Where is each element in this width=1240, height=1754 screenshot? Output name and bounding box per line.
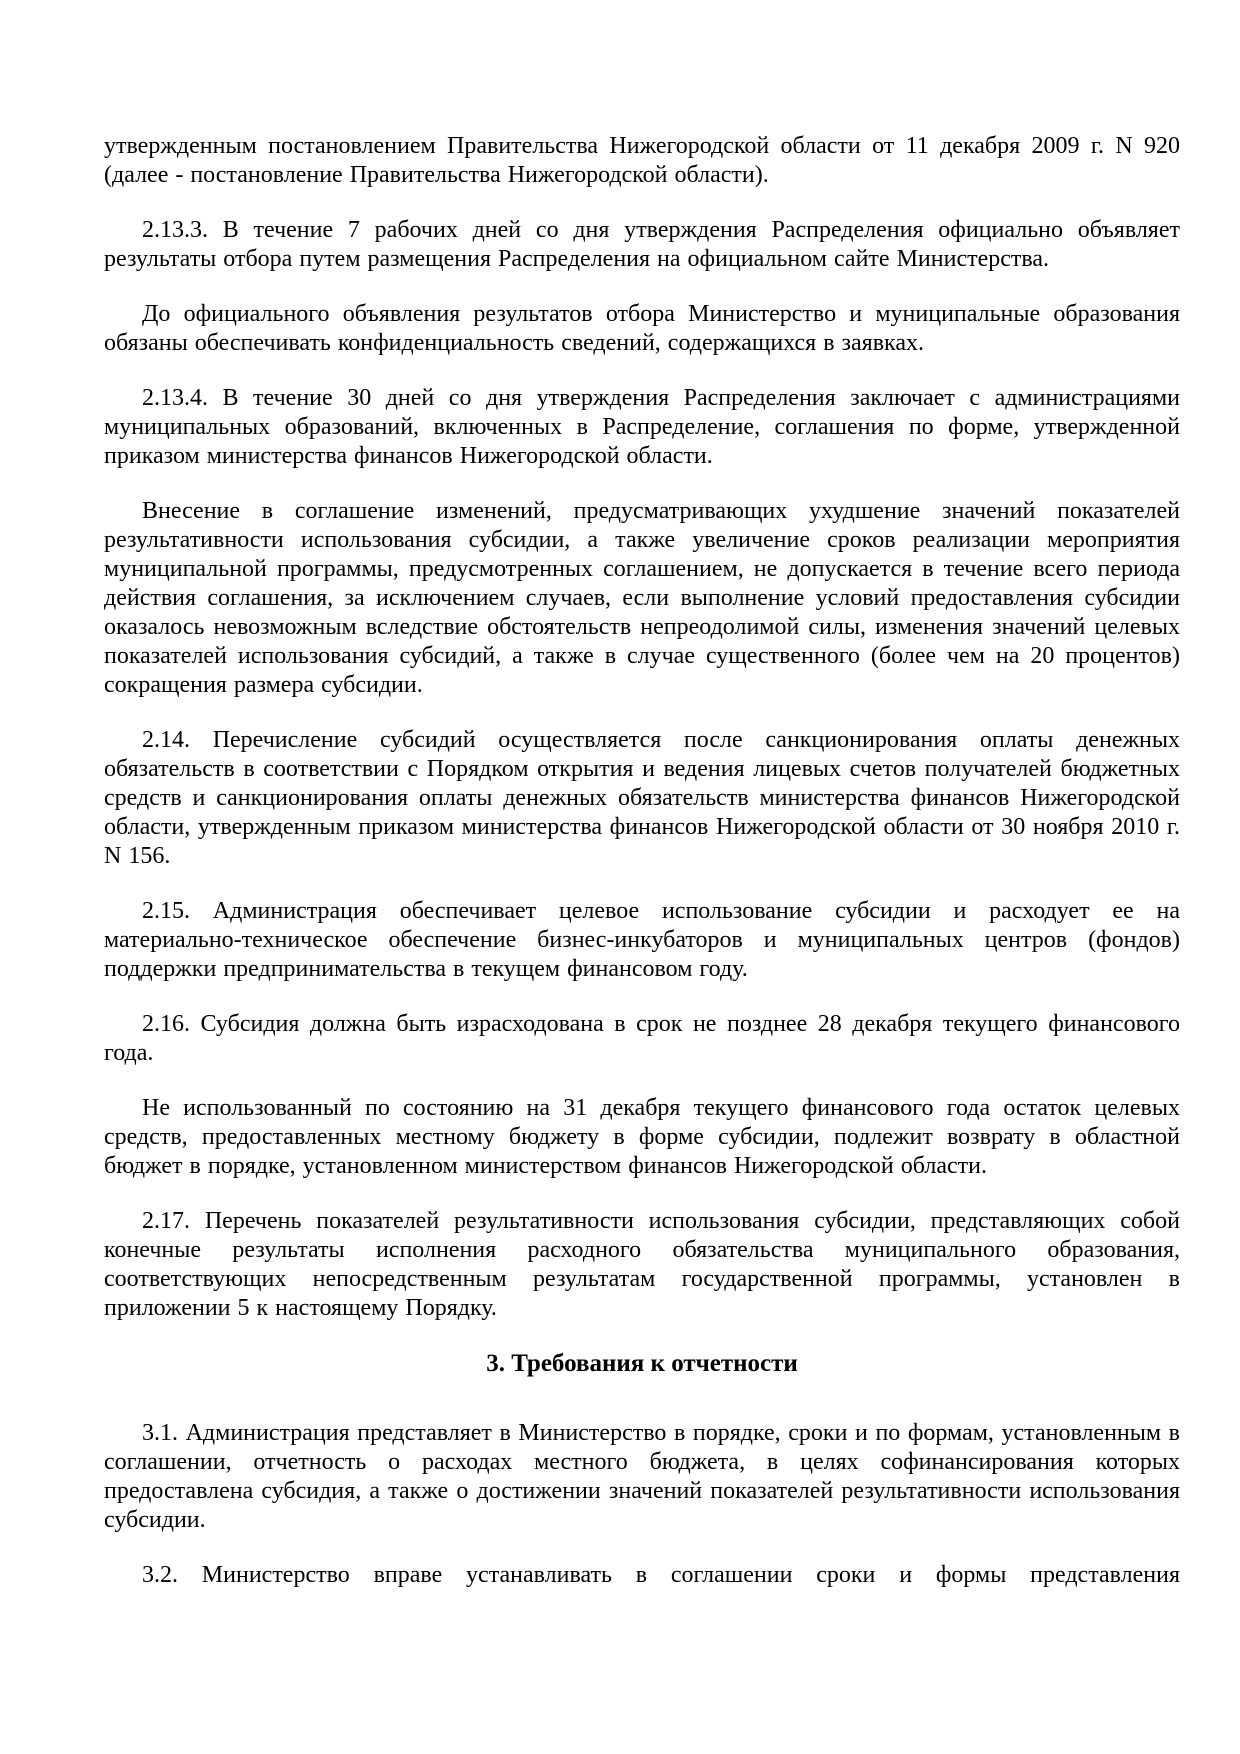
paragraph-confidentiality: До официального объявления результатов отбора Министерство и муниципальные образования обязаны обеспечивать конфиденциальность сведений, содержащихся в заявках. <box>104 301 1180 356</box>
paragraph-3-2: 3.2. Министерство вправе устанавливать в соглашении сроки и формы представления <box>142 1562 1180 1588</box>
paragraph-2-17: 2.17. Перечень показателей результативности использования субсидии, представляющих собой конечные результаты исполнения расходного обязательства муниципального образования, соответствующих непосредственным результатам государственной программы, установлен в приложении 5 к настоящему Порядку. <box>104 1208 1180 1321</box>
paragraph-agreement-changes: Внесение в соглашение изменений, предусматривающих ухудшение значений показателей результативности использования субсидии, а также увеличение сроков реализации мероприятия муниципальной программы, предусмотренных соглашением, не допускается в течение всего периода действия соглашения, за исключением случаев, если выполнение условий предоставления субсидии оказалось невозможным вследствие обстоятельств непреодолимой силы, изменения значений целевых показателей использования субсидий, а также в случае существенного (более чем на 20 процентов) сокращения размера субсидии. <box>104 498 1180 698</box>
paragraph-3-1: 3.1. Администрация представляет в Министерство в порядке, сроки и по формам, установленным в соглашении, отчетность о расходах местного бюджета, в целях софинансирования которых предоставлена субсидия, а также о достижении значений показателей результативности использования субсидии. <box>104 1420 1180 1533</box>
document-body <box>104 132 1180 1590</box>
paragraph-2-13-3: 2.13.3. В течение 7 рабочих дней со дня утверждения Распределения официально объявляет результаты отбора путем размещения Распределения на официальном сайте Министерства. <box>104 217 1180 272</box>
paragraph-continuation: утвержденным постановлением Правительства Нижегородской области от 11 декабря 2009 г. N 920 (далее - постановление Правительства Нижегородской области). <box>104 133 1180 188</box>
paragraph-2-16: 2.16. Субсидия должна быть израсходована в срок не позднее 28 декабря текущего финансового года. <box>104 1011 1180 1066</box>
paragraph-unused-balance: Не использованный по состоянию на 31 декабря текущего финансового года остаток целевых средств, предоставленных местному бюджету в форме субсидии, подлежит возврату в областной бюджет в порядке, установленном министерством финансов Нижегородской области. <box>104 1095 1180 1179</box>
paragraph-2-15: 2.15. Администрация обеспечивает целевое использование субсидии и расходует ее на материально-техническое обеспечение бизнес-инкубаторов и муниципальных центров (фондов) поддержки предпринимательства в текущем финансовом году. <box>104 898 1180 982</box>
section-3-heading: 3. Требования к отчетности <box>486 1350 798 1377</box>
paragraph-2-14: 2.14. Перечисление субсидий осуществляется после санкционирования оплаты денежных обязательств в соответствии с Порядком открытия и ведения лицевых счетов получателей бюджетных средств и санкционирования оплаты денежных обязательств министерства финансов Нижегородской области, утвержденным приказом министерства финансов Нижегородской области от 30 ноября 2010 г. N 156. <box>104 727 1180 869</box>
paragraph-2-13-4: 2.13.4. В течение 30 дней со дня утверждения Распределения заключает с администрациями муниципальных образований, включенных в Распределение, соглашения по форме, утвержденной приказом министерства финансов Нижегородской области. <box>104 385 1180 469</box>
